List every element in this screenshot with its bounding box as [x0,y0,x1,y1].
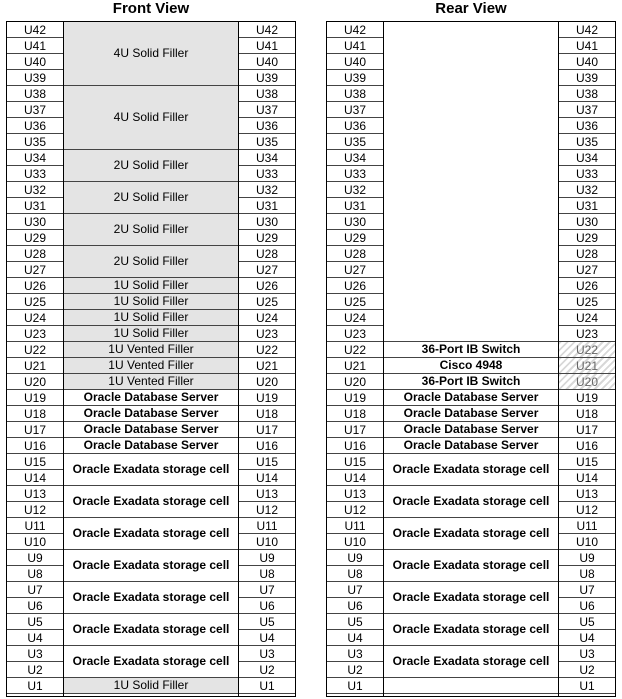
u-label-left-u27: U27 [7,262,63,278]
u-label-right-u30: U30 [559,214,615,230]
rack-unit-2u-solid-filler [64,246,238,278]
rack-unit-2u-solid-filler [64,182,238,214]
rack-unit-label: 2U Solid Filler [113,158,189,172]
u-label-left-u4: U4 [7,630,63,646]
rack-unit-label: Oracle Exadata storage cell [72,494,230,508]
u-label-left-u38: U38 [327,86,383,102]
u-label-left-u37: U37 [7,102,63,118]
rack-unit-label: 36-Port IB Switch [421,342,521,356]
u-label-left-u15: U15 [327,454,383,470]
u-label-right-u40: U40 [559,54,615,70]
rack-unit-4u-solid-filler [64,22,238,86]
u-label-left-u24: U24 [327,310,383,326]
rack-unit-oracle-database-server [384,438,558,454]
u-label-left-u9: U9 [7,550,63,566]
u-label-left-u12: U12 [7,502,63,518]
rack-unit-label: Oracle Database Server [403,406,539,420]
rack-unit-oracle-exadata-storage-cell [384,582,558,614]
u-label-right-u21: U21 [559,358,615,374]
u-label-right-u5: U5 [559,614,615,630]
u-label-right-u19: U19 [239,390,295,406]
u-label-right-u39: U39 [239,70,295,86]
u-label-right-u11: U11 [239,518,295,534]
u-label-right-u18: U18 [559,406,615,422]
u-label-right-u32: U32 [239,182,295,198]
u-label-left-u3: U3 [327,646,383,662]
u-label-right-u1: U1 [559,678,615,694]
rack-unit-label: Oracle Database Server [403,422,539,436]
rack-column-divider [238,22,239,696]
u-label-left-u5: U5 [327,614,383,630]
rack-unit-4u-solid-filler [64,86,238,150]
u-label-right-u8: U8 [559,566,615,582]
u-label-left-u1: U1 [327,678,383,694]
u-label-right-u21: U21 [239,358,295,374]
u-label-right-u34: U34 [559,150,615,166]
rack-unit-1u-vented-filler [64,358,238,374]
u-label-right-u14: U14 [239,470,295,486]
u-label-left-u23: U23 [7,326,63,342]
u-label-right-u24: U24 [239,310,295,326]
u-label-left-u7: U7 [7,582,63,598]
u-label-left-u37: U37 [327,102,383,118]
u-label-left-u2: U2 [7,662,63,678]
u-label-left-u40: U40 [7,54,63,70]
u-label-right-u31: U31 [239,198,295,214]
u-label-left-u26: U26 [327,278,383,294]
u-label-right-u13: U13 [239,486,295,502]
rack-unit-label: Oracle Exadata storage cell [72,526,230,540]
u-label-right-u23: U23 [239,326,295,342]
u-label-right-u22: U22 [559,342,615,358]
u-label-left-u30: U30 [7,214,63,230]
rack-unit-label: 2U Solid Filler [113,254,189,268]
u-label-right-u15: U15 [559,454,615,470]
u-label-right-u8: U8 [239,566,295,582]
u-label-left-u11: U11 [327,518,383,534]
u-label-right-u7: U7 [559,582,615,598]
u-label-left-u32: U32 [327,182,383,198]
u-label-left-u20: U20 [327,374,383,390]
u-label-right-u33: U33 [239,166,295,182]
u-label-right-u19: U19 [559,390,615,406]
u-label-left-u16: U16 [327,438,383,454]
u-label-right-u14: U14 [559,470,615,486]
rack-unit-label: Cisco 4948 [439,358,503,372]
u-label-left-u25: U25 [7,294,63,310]
rack-unit-label: 1U Vented Filler [108,374,194,388]
u-label-right-u28: U28 [559,246,615,262]
u-label-right-u26: U26 [239,278,295,294]
u-label-left-u39: U39 [7,70,63,86]
u-label-left-u32: U32 [7,182,63,198]
rack-unit-oracle-database-server [64,406,238,422]
rack-unit-oracle-exadata-storage-cell [64,582,238,614]
u-label-left-u24: U24 [7,310,63,326]
u-label-right-u33: U33 [559,166,615,182]
rack-unit-oracle-exadata-storage-cell [64,646,238,678]
u-label-left-u36: U36 [327,118,383,134]
rack-unit-label: Oracle Database Server [83,422,219,436]
rack-unit-label: Oracle Exadata storage cell [392,622,550,636]
u-label-left-u10: U10 [327,534,383,550]
rack-unit-oracle-exadata-storage-cell [64,454,238,486]
u-label-left-u26: U26 [7,278,63,294]
rack-unit-oracle-database-server [384,422,558,438]
u-label-left-u20: U20 [7,374,63,390]
u-label-left-u41: U41 [7,38,63,54]
u-label-left-u9: U9 [327,550,383,566]
u-label-left-u22: U22 [327,342,383,358]
u-label-right-u35: U35 [559,134,615,150]
u-label-left-u33: U33 [7,166,63,182]
rack-unit-1u-solid-filler [64,678,238,694]
u-label-left-u6: U6 [327,598,383,614]
rack-unit-2u-solid-filler [64,150,238,182]
rack-unit-label: 1U Vented Filler [108,342,194,356]
u-label-left-u40: U40 [327,54,383,70]
u-label-right-u22: U22 [239,342,295,358]
u-label-left-u34: U34 [7,150,63,166]
rack-unit-label: Oracle Database Server [403,438,539,452]
rack-unit-label: Oracle Exadata storage cell [72,462,230,476]
rack-unit-1u-solid-filler [64,310,238,326]
rack-unit-label: 4U Solid Filler [113,110,189,124]
rack-unit-oracle-database-server [384,406,558,422]
rack-unit-36-port-ib-switch [384,374,558,390]
rear-rack [326,21,616,697]
u-label-right-u5: U5 [239,614,295,630]
rack-unit-oracle-database-server [64,438,238,454]
u-label-right-u37: U37 [559,102,615,118]
u-label-right-u34: U34 [239,150,295,166]
u-label-left-u14: U14 [7,470,63,486]
u-label-right-u20: U20 [239,374,295,390]
u-label-right-u12: U12 [239,502,295,518]
u-label-left-u21: U21 [7,358,63,374]
rack-unit-label: Oracle Exadata storage cell [72,654,230,668]
u-label-right-u30: U30 [239,214,295,230]
u-label-left-u6: U6 [7,598,63,614]
rack-unit-label: 1U Solid Filler [113,326,189,340]
rack-unit-cisco-4948 [384,358,558,374]
u-label-left-u5: U5 [7,614,63,630]
u-label-right-u26: U26 [559,278,615,294]
rack-unit-1u-solid-filler [64,278,238,294]
rack-unit-label: Oracle Database Server [83,390,219,404]
rack-unit-label: Oracle Exadata storage cell [72,590,230,604]
u-label-right-u16: U16 [559,438,615,454]
rack-unit-oracle-exadata-storage-cell [64,550,238,582]
u-label-left-u7: U7 [327,582,383,598]
u-label-left-u33: U33 [327,166,383,182]
u-label-right-u17: U17 [239,422,295,438]
u-label-left-u35: U35 [7,134,63,150]
u-label-right-u29: U29 [239,230,295,246]
u-label-right-u31: U31 [559,198,615,214]
u-label-left-u36: U36 [7,118,63,134]
rack-unit-oracle-exadata-storage-cell [64,518,238,550]
rack-unit-label: Oracle Exadata storage cell [392,462,550,476]
u-label-left-u1: U1 [7,678,63,694]
u-label-left-u8: U8 [327,566,383,582]
u-label-right-u36: U36 [559,118,615,134]
u-label-left-u13: U13 [7,486,63,502]
rack-unit-oracle-exadata-storage-cell [384,486,558,518]
u-label-right-u4: U4 [239,630,295,646]
rack-unit-label: 2U Solid Filler [113,222,189,236]
rack-unit-36-port-ib-switch [384,342,558,358]
rack-unit-label: 36-Port IB Switch [421,374,521,388]
u-label-right-u38: U38 [239,86,295,102]
u-label-right-u41: U41 [239,38,295,54]
rack-unit-label: Oracle Exadata storage cell [392,494,550,508]
u-label-left-u28: U28 [7,246,63,262]
u-label-left-u19: U19 [7,390,63,406]
u-label-right-u12: U12 [559,502,615,518]
u-label-left-u39: U39 [327,70,383,86]
u-label-left-u42: U42 [327,22,383,38]
u-label-right-u27: U27 [559,262,615,278]
rack-unit-label: Oracle Exadata storage cell [392,590,550,604]
front-rack [6,21,296,697]
u-label-right-u20: U20 [559,374,615,390]
u-label-right-u25: U25 [559,294,615,310]
u-label-right-u25: U25 [239,294,295,310]
u-label-left-u29: U29 [7,230,63,246]
u-label-right-u9: U9 [559,550,615,566]
rack-unit-1u-vented-filler [64,342,238,358]
rack-unit-label: 1U Solid Filler [113,294,189,308]
u-label-left-u30: U30 [327,214,383,230]
rack-unit-empty-slot [384,22,558,342]
rack-unit-label: 2U Solid Filler [113,190,189,204]
u-label-right-u17: U17 [559,422,615,438]
rack-unit-oracle-exadata-storage-cell [64,614,238,646]
u-label-right-u3: U3 [239,646,295,662]
u-label-right-u28: U28 [239,246,295,262]
rack-unit-label: Oracle Exadata storage cell [72,622,230,636]
u-label-left-u27: U27 [327,262,383,278]
u-label-left-u31: U31 [7,198,63,214]
rack-column-divider [558,22,559,696]
u-label-left-u41: U41 [327,38,383,54]
u-label-right-u10: U10 [559,534,615,550]
u-label-left-u18: U18 [7,406,63,422]
u-label-right-u38: U38 [559,86,615,102]
rack-unit-1u-vented-filler [64,374,238,390]
rack-unit-label: Oracle Exadata storage cell [72,558,230,572]
u-label-right-u6: U6 [239,598,295,614]
u-label-left-u15: U15 [7,454,63,470]
u-label-right-u18: U18 [239,406,295,422]
rack-unit-oracle-database-server [384,390,558,406]
u-label-right-u29: U29 [559,230,615,246]
rack-unit-1u-solid-filler [64,294,238,310]
u-label-right-u15: U15 [239,454,295,470]
u-label-right-u2: U2 [559,662,615,678]
rack-unit-oracle-exadata-storage-cell [384,646,558,678]
u-label-right-u27: U27 [239,262,295,278]
rack-unit-label: 1U Solid Filler [113,678,189,692]
rack-unit-oracle-exadata-storage-cell [384,614,558,646]
u-label-left-u25: U25 [327,294,383,310]
u-label-left-u19: U19 [327,390,383,406]
u-label-left-u4: U4 [327,630,383,646]
u-label-left-u21: U21 [327,358,383,374]
rack-unit-label: Oracle Database Server [83,406,219,420]
u-label-right-u6: U6 [559,598,615,614]
rack-unit-2u-solid-filler [64,214,238,246]
rack-unit-oracle-exadata-storage-cell [384,454,558,486]
rack-unit-oracle-exadata-storage-cell [384,518,558,550]
u-label-left-u17: U17 [7,422,63,438]
u-label-left-u3: U3 [7,646,63,662]
rack-unit-1u-solid-filler [64,326,238,342]
u-label-right-u39: U39 [559,70,615,86]
rack-unit-label: Oracle Exadata storage cell [392,654,550,668]
rack-unit-label: Oracle Exadata storage cell [392,526,550,540]
u-label-left-u35: U35 [327,134,383,150]
rack-unit-oracle-database-server [64,390,238,406]
u-label-right-u23: U23 [559,326,615,342]
u-label-left-u23: U23 [327,326,383,342]
u-label-right-u37: U37 [239,102,295,118]
u-label-left-u28: U28 [327,246,383,262]
u-label-right-u13: U13 [559,486,615,502]
rack-unit-oracle-exadata-storage-cell [64,486,238,518]
u-label-left-u17: U17 [327,422,383,438]
u-label-left-u29: U29 [327,230,383,246]
u-label-left-u13: U13 [327,486,383,502]
rack-unit-label: 4U Solid Filler [113,46,189,60]
u-label-left-u10: U10 [7,534,63,550]
u-label-left-u22: U22 [7,342,63,358]
u-label-right-u42: U42 [559,22,615,38]
u-label-right-u16: U16 [239,438,295,454]
u-label-right-u35: U35 [239,134,295,150]
rack-unit-label: 1U Solid Filler [113,310,189,324]
u-label-left-u42: U42 [7,22,63,38]
u-label-left-u14: U14 [327,470,383,486]
u-label-right-u36: U36 [239,118,295,134]
u-label-right-u41: U41 [559,38,615,54]
u-label-right-u2: U2 [239,662,295,678]
u-label-left-u34: U34 [327,150,383,166]
u-label-left-u12: U12 [327,502,383,518]
u-label-left-u8: U8 [7,566,63,582]
u-label-right-u1: U1 [239,678,295,694]
u-label-right-u42: U42 [239,22,295,38]
rack-unit-label: 1U Solid Filler [113,278,189,292]
u-label-right-u24: U24 [559,310,615,326]
rack-unit-label: 1U Vented Filler [108,358,194,372]
rear-view-title: Rear View [435,0,507,17]
u-label-right-u9: U9 [239,550,295,566]
u-label-right-u32: U32 [559,182,615,198]
u-label-left-u38: U38 [7,86,63,102]
u-label-right-u3: U3 [559,646,615,662]
u-label-right-u10: U10 [239,534,295,550]
front-view-title: Front View [112,0,190,17]
u-label-left-u16: U16 [7,438,63,454]
u-label-right-u40: U40 [239,54,295,70]
u-label-right-u4: U4 [559,630,615,646]
rack-unit-label: Oracle Exadata storage cell [392,558,550,572]
rack-unit-oracle-exadata-storage-cell [384,550,558,582]
rack-unit-empty-slot [384,678,558,694]
u-label-left-u2: U2 [327,662,383,678]
u-label-left-u11: U11 [7,518,63,534]
rack-unit-oracle-database-server [64,422,238,438]
u-label-left-u18: U18 [327,406,383,422]
u-label-left-u31: U31 [327,198,383,214]
rack-unit-label: Oracle Database Server [83,438,219,452]
u-label-right-u7: U7 [239,582,295,598]
rack-unit-label: Oracle Database Server [403,390,539,404]
u-label-right-u11: U11 [559,518,615,534]
